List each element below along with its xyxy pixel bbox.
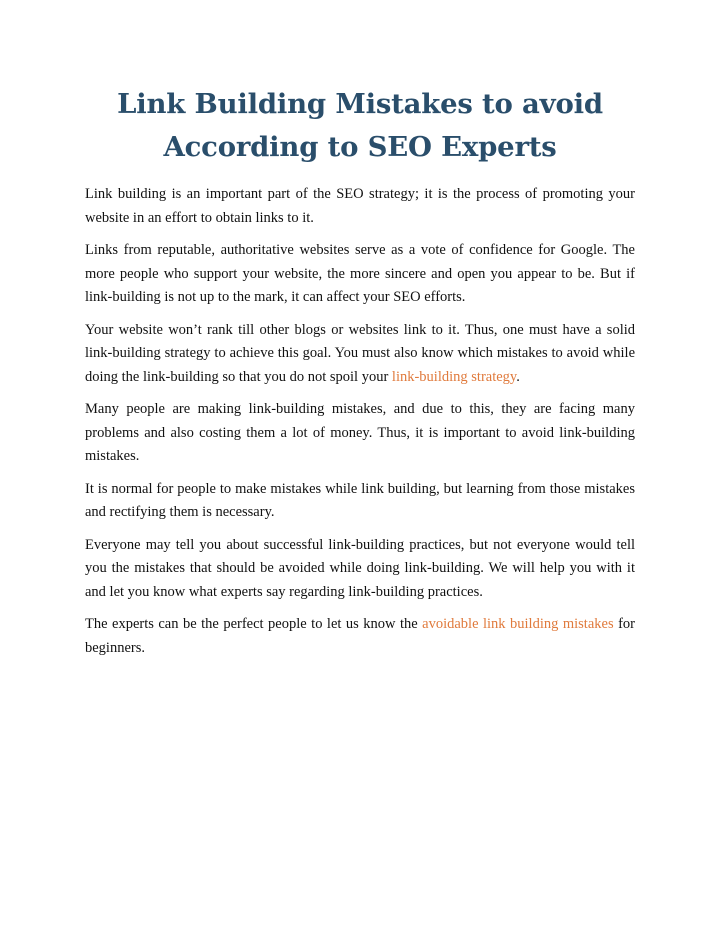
paragraph-mistakes: Many people are making link-building mistakes, and due to this, they are facing many problems and also costing them a lot of money. Thus, it is important to avoid link-building mistakes. [85, 401, 635, 464]
link-building-strategy-link[interactable]: link-building strategy [391, 368, 517, 385]
paragraph-authority: Links from reputable, authoritative websites serve as a vote of confidence for Google. The more people who support your website, the more sincere and open you appear to be. But if link-building is not up to the mark, it can affect your SEO efforts. [85, 242, 635, 305]
document-page [85, 83, 635, 669]
paragraph-strategy [85, 319, 635, 390]
paragraph-experts-end: for beginners. [85, 616, 635, 656]
paragraph-experts-text: The experts can be the perfect people to let us know the [85, 616, 423, 632]
paragraph-strategy-end: . [516, 368, 520, 385]
avoidable-mistakes-link[interactable]: avoidable link building mistakes [422, 616, 614, 632]
paragraph-strategy-text: Your website won’t rank till other blogs or websites link to it. Thus, one must have a solid link-building strategy to achieve this goal. You must also know which mistakes to avoid while doing the link-building so that you do not spoil your [85, 321, 635, 385]
paragraph-intro: Link building is an important part of the SEO strategy; it is the process of promoting your website in an effort to obtain links to it. [85, 186, 635, 226]
paragraph-normal: It is normal for people to make mistakes while link building, but learning from those mistakes and rectifying them is necessary. [85, 480, 635, 520]
page-title [85, 83, 635, 169]
paragraph-experts [85, 613, 635, 660]
page-title-line-2: According to SEO Experts [163, 131, 557, 163]
paragraph-practices: Everyone may tell you about successful link-building practices, but not everyone would tell you the mistakes that should be avoided while doing link-building. We will help you with it and let you know what experts say regarding link-building practices. [85, 536, 635, 600]
page-title-line-1: Link Building Mistakes to avoid [117, 88, 603, 120]
